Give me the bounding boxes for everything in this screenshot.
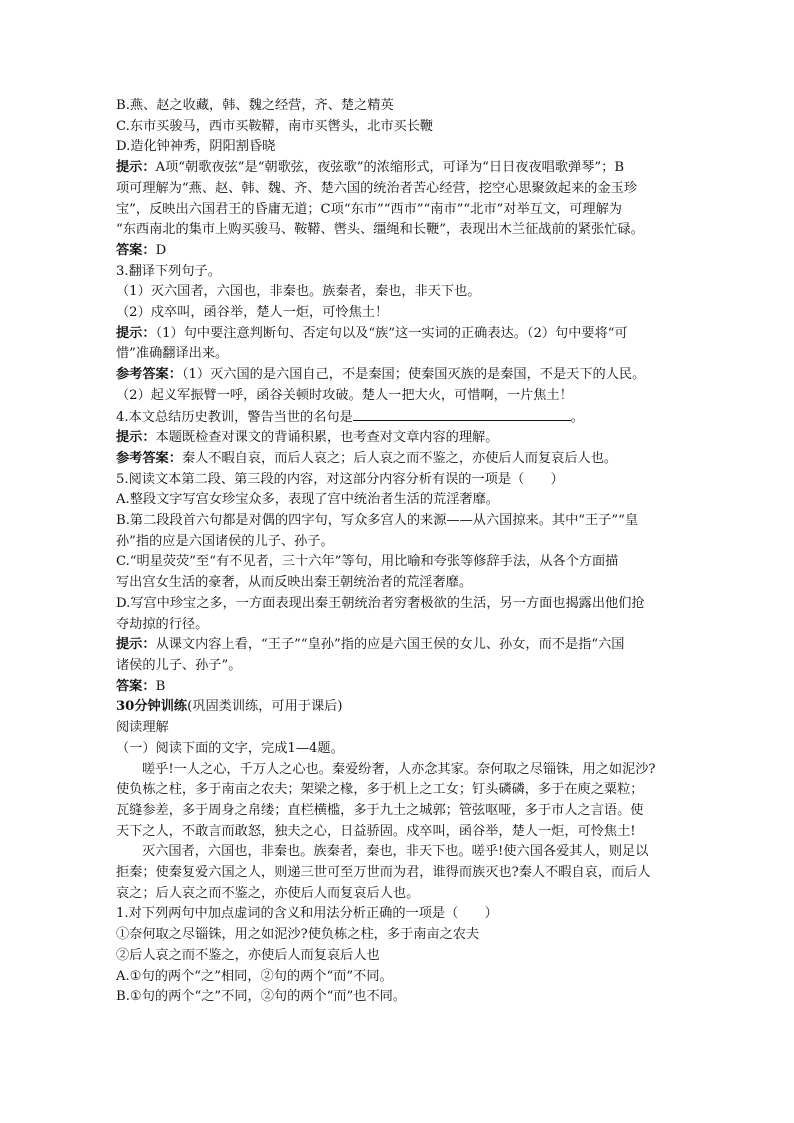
text-line xyxy=(116,490,686,511)
text-line xyxy=(116,428,686,449)
text-run: D.写宫中珍宝之多，一方面表现出秦王朝统治者穷奢极欲的生活，另一方面也揭露出他们抢 xyxy=(116,595,645,611)
bold-label: 提示： xyxy=(116,160,156,176)
text-run: B.第二段段首六句都是对偶的四字句，写众多宫人的来源——从六国掠来。其中“王子”“皇 xyxy=(116,513,639,529)
text-run: （1）句中要注意判断句、否定句以及“族”这一实词的正确表达。（2）句中要将“可 xyxy=(155,325,628,341)
text-line xyxy=(116,594,686,615)
bold-label: 参考答案： xyxy=(116,367,182,383)
text-run: B.①句的两个“之”不同，②句的两个“而”也不同。 xyxy=(116,989,407,1005)
text-line xyxy=(116,615,686,636)
text-line xyxy=(116,449,686,470)
text-line xyxy=(116,158,686,179)
text-run: （2）戍卒叫，函谷举，楚人一炬，可怜焦土！ xyxy=(116,305,389,321)
text-line xyxy=(116,179,686,200)
text-run: 瓦缝参差，多于周身之帛缕；直栏横槛，多于九土之城郭；管弦呕哑，多于市人之言语。使 xyxy=(116,802,644,818)
text-line xyxy=(116,470,686,491)
text-run: D xyxy=(155,242,167,258)
document-page xyxy=(116,96,686,1008)
text-run: C.东市买骏马，西市买鞍鞯，南市买辔头，北市买长鞭 xyxy=(116,118,434,134)
text-run: 5.阅读文本第二段、第三段的内容，对这部分内容分析有误的一项是（ ） xyxy=(116,471,564,487)
bold-label: 提示： xyxy=(116,430,156,446)
text-line xyxy=(116,303,686,324)
text-run: (巩固类训练，可用于课后) xyxy=(187,699,343,715)
text-run: 拒秦；使秦复爱六国之人，则递三世可至万世而为君，谁得而族灭也?秦人不暇自哀，而后人 xyxy=(116,865,651,881)
text-run: 天下之人，不敢言而敢怒，独夫之心，日益骄固。戍卒叫，函谷举，楚人一炬，可怜焦土! xyxy=(116,823,636,839)
text-line xyxy=(116,884,686,905)
text-run: 3.翻译下列句子。 xyxy=(116,263,221,279)
text-line xyxy=(116,117,686,138)
bold-label: 参考答案： xyxy=(116,450,182,466)
text-run: 使负栋之柱，多于南亩之农夫；架梁之椽，多于机上之工女；钉头磷磷，多于在庾之粟粒； xyxy=(116,782,644,798)
text-line xyxy=(116,407,686,429)
text-line xyxy=(116,262,686,283)
text-line xyxy=(116,220,686,241)
text-run: A.整段文字写宫女珍宝众多，表现了宫中统治者生活的荒淫奢靡。 xyxy=(116,492,499,508)
text-run: 写出宫女生活的豪奢，从而反映出秦王朝统治者的荒淫奢靡。 xyxy=(116,575,473,591)
text-line xyxy=(116,904,686,925)
text-line xyxy=(116,344,686,365)
text-line xyxy=(116,718,686,739)
text-line xyxy=(116,552,686,573)
text-run: 项可理解为“燕、赵、韩、魏、齐、楚六国的统治者苦心经营，挖空心思聚敛起来的金玉珍 xyxy=(116,180,638,196)
text-line xyxy=(116,842,686,863)
text-line xyxy=(116,987,686,1008)
text-run: A项“朝歌夜弦”是“朝歌弦，夜弦歌”的浓缩形式，可译为“日日夜夜唱歌弹琴”；B xyxy=(155,160,625,176)
text-run: 惜”准确翻译出来。 xyxy=(116,346,229,362)
text-line xyxy=(116,324,686,345)
text-run: 灭六国者，六国也，非秦也。族秦者，秦也，非天下也。嗟乎!使六国各爱其人，则足以 xyxy=(142,844,649,860)
text-line xyxy=(116,967,686,988)
bold-label: 30分钟训练 xyxy=(116,699,188,715)
text-line xyxy=(116,511,686,532)
text-line xyxy=(116,780,686,801)
text-run: （1）灭六国的是六国自己，不是秦国；使秦国灭族的是秦国，不是天下的人民。 xyxy=(181,367,646,383)
text-run: （2）起义军振臂一呼，函谷关顿时攻破。楚人一把大火，可惜啊，一片焦土！ xyxy=(116,387,573,403)
text-run: A.①句的两个“之”相同，②句的两个“而”不同。 xyxy=(116,968,393,984)
text-line xyxy=(116,863,686,884)
text-run: 宝”，反映出六国君王的昏庸无道；C项“东市”“西市”“南市”“北市”对举互文，可理解为 xyxy=(116,201,622,217)
bold-label: 提示： xyxy=(116,637,156,653)
text-line xyxy=(116,656,686,677)
text-line xyxy=(116,573,686,594)
text-run: 4.本文总结历史教训，警告当世的名句是 xyxy=(116,409,353,425)
text-run: C.“明星荧荧”至“有不见者，三十六年”等句，用比喻和夸张等修辞手法，从各个方面描 xyxy=(116,554,619,570)
text-line xyxy=(116,386,686,407)
text-run: D.造化钟神秀，阴阳割昏晓 xyxy=(116,139,276,155)
bold-label: 答案： xyxy=(116,242,156,258)
text-line xyxy=(116,137,686,158)
text-run: 嗟乎!一人之心，千万人之心也。秦爱纷奢，人亦念其家。奈何取之尽锱铢，用之如泥沙? xyxy=(142,761,656,777)
text-run: 诸侯的儿子、孙子”。 xyxy=(116,657,242,673)
text-line xyxy=(116,365,686,386)
text-line xyxy=(116,96,686,117)
bold-label: 答案： xyxy=(116,678,156,694)
text-line xyxy=(116,241,686,262)
text-run: 本题既检查对课文的背诵积累，也考查对文章内容的理解。 xyxy=(155,430,499,446)
text-line xyxy=(116,946,686,967)
text-line xyxy=(116,739,686,760)
text-run: 哀之；后人哀之而不鉴之，亦使后人而复哀后人也。 xyxy=(116,885,420,901)
text-run: 1.对下列两句中加点虚词的含义和用法分析正确的一项是（ ） xyxy=(116,906,498,922)
text-line xyxy=(116,532,686,553)
text-line xyxy=(116,925,686,946)
text-run: ②后人哀之而不鉴之，亦使后人而复哀后人也 xyxy=(116,947,380,963)
bold-label: 提示： xyxy=(116,325,156,341)
text-line xyxy=(116,677,686,698)
text-run: 夺劫掠的行径。 xyxy=(116,616,209,632)
text-line xyxy=(116,822,686,843)
text-run: （一）阅读下面的文字，完成1—4题。 xyxy=(116,740,344,756)
text-line xyxy=(116,200,686,221)
text-line xyxy=(116,760,686,781)
text-run: “东西南北的集市上购买骏马、鞍鞯、辔头、缰绳和长鞭”，表现出木兰征战前的紧张忙碌。 xyxy=(116,222,644,238)
text-line xyxy=(116,282,686,303)
text-run: 从课文内容上看，“王子”“皇孙”指的应是六国王侯的女儿、孙女，而不是指“六国 xyxy=(155,637,625,653)
text-line xyxy=(116,801,686,822)
text-run: 。 xyxy=(570,409,584,425)
answer-blank xyxy=(353,407,571,421)
text-line xyxy=(116,697,686,718)
text-run: 秦人不暇自哀，而后人哀之；后人哀之而不鉴之，亦使后人而复哀后人也。 xyxy=(181,450,618,466)
text-run: ①奈何取之尽锱铢，用之如泥沙?使负栋之柱，多于南亩之农夫 xyxy=(116,927,480,943)
text-run: （1）灭六国者，六国也，非秦也。族秦者，秦也，非天下也。 xyxy=(116,284,481,300)
text-run: B.燕、赵之收藏，韩、魏之经营，齐、楚之精英 xyxy=(116,98,394,113)
text-line xyxy=(116,635,686,656)
text-run: B xyxy=(155,678,166,694)
text-run: 孙”指的应是六国诸侯的儿子、孙子。 xyxy=(116,533,334,549)
text-run: 阅读理解 xyxy=(116,720,169,736)
